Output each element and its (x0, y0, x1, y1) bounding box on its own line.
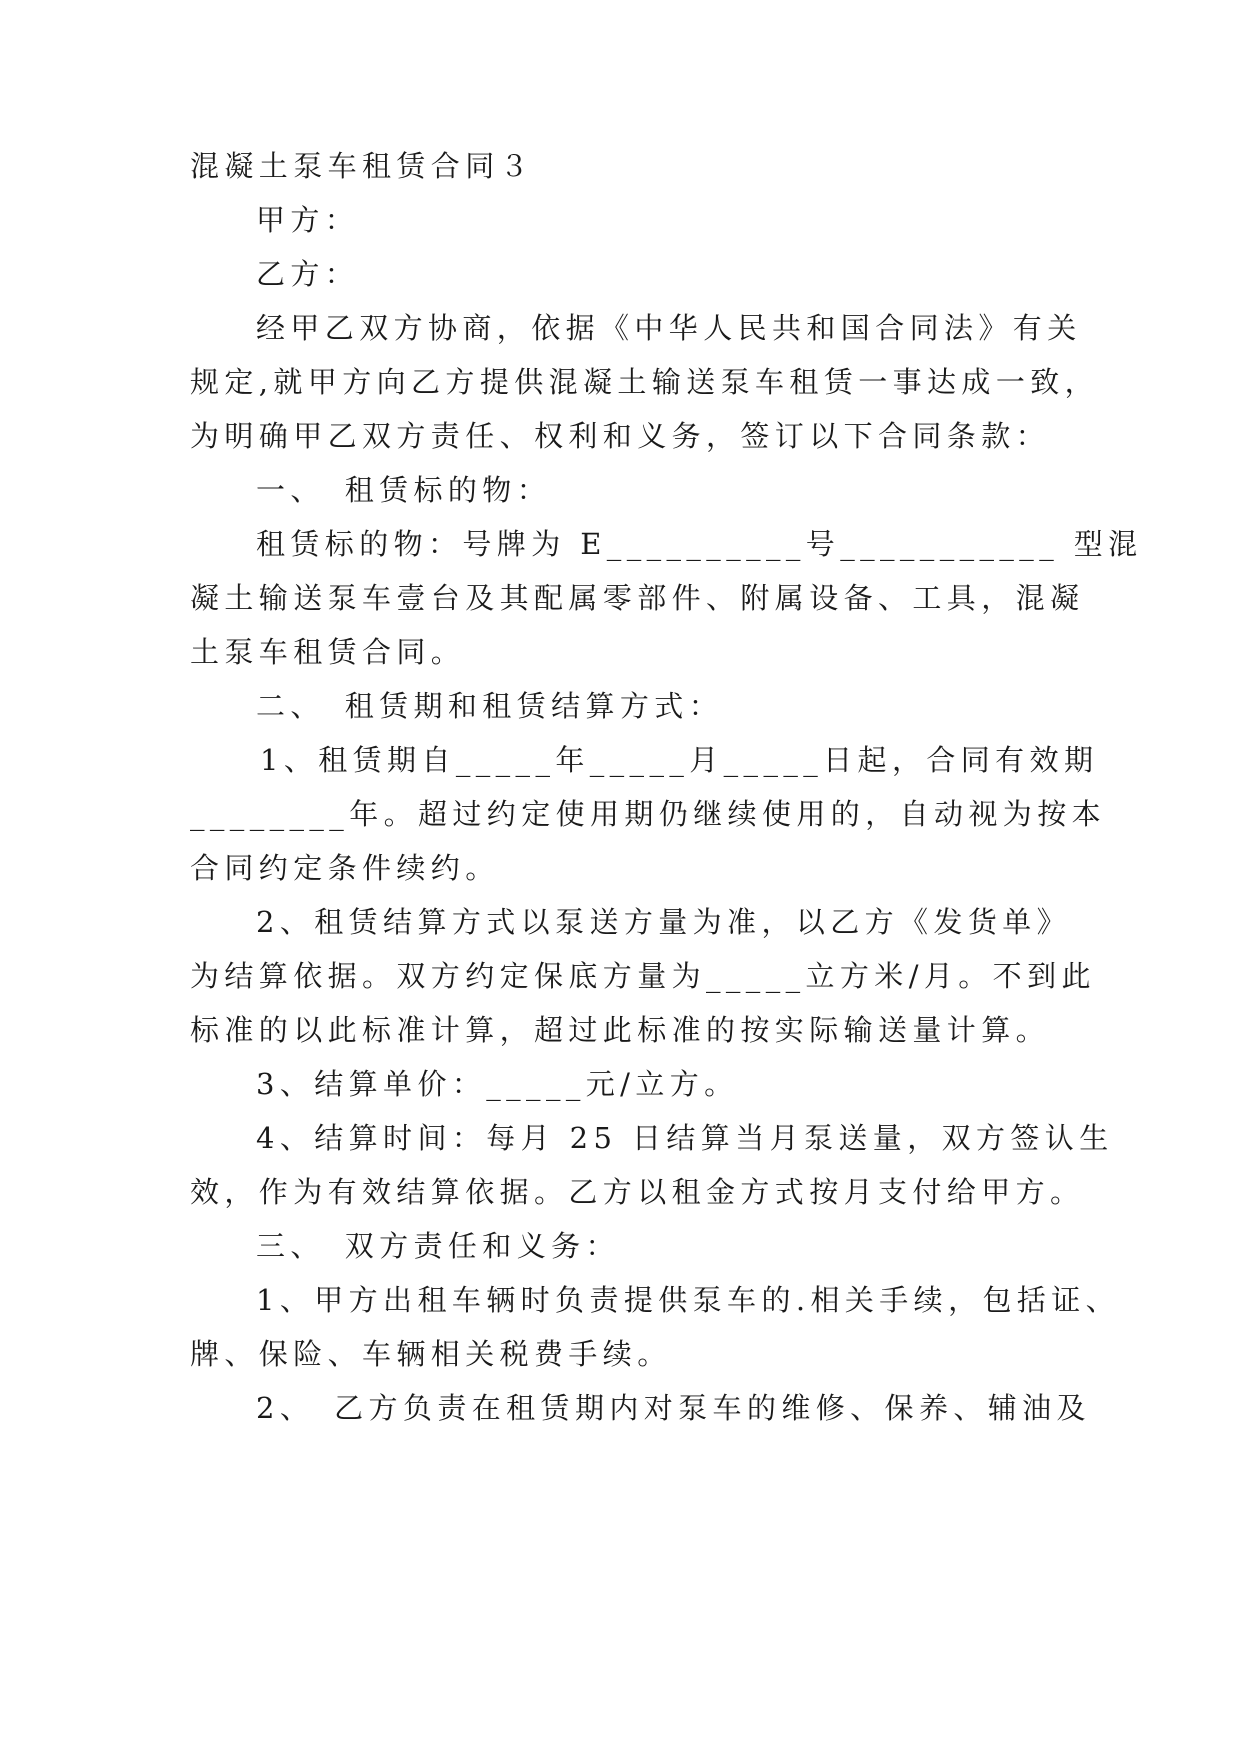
paragraph-line: 2、 乙方负责在租赁期内对泵车的维修、保养、辅油及 (256, 1391, 1091, 1425)
paragraph-line: 经甲乙双方协商，依据《中华人民共和国合同法》有关 (256, 311, 1082, 345)
paragraph-line: 为结算依据。双方约定保底方量为_____立方米/月。不到此 (190, 959, 1096, 993)
party-b-line: 乙方： (256, 257, 360, 291)
section-heading: 二、 租赁期和租赁结算方式： (256, 689, 724, 723)
paragraph-line: 效，作为有效结算依据。乙方以租金方式按月支付给甲方。 (190, 1175, 1085, 1209)
paragraph-line: 3、结算单价：_____元/立方。 (256, 1067, 739, 1101)
paragraph-line: 规定,就甲方向乙方提供混凝土输送泵车租赁一事达成一致， (190, 365, 1100, 399)
party-a-line: 甲方： (256, 203, 360, 237)
paragraph-line: 土泵车租赁合同。 (190, 635, 466, 669)
paragraph-line: 合同约定条件续约。 (190, 851, 500, 885)
paragraph-line: 4、结算时间：每月 25 日结算当月泵送量，双方签认生 (256, 1121, 1114, 1155)
paragraph-line: 标准的以此标准计算，超过此标准的按实际输送量计算。 (190, 1013, 1051, 1047)
paragraph-line: 1、甲方出租车辆时负责提供泵车的.相关手续，包括证、 (256, 1283, 1121, 1317)
paragraph-line: 1、租赁期自_____年_____月_____日起，合同有效期 (260, 743, 1099, 777)
paragraph-line: 租赁标的物：号牌为 E__________号___________ 型混 (256, 527, 1143, 561)
section-heading: 一、 租赁标的物： (256, 473, 552, 507)
paragraph-line: 牌、保险、车辆相关税费手续。 (190, 1337, 672, 1371)
section-heading: 三、 双方责任和义务： (256, 1229, 620, 1263)
paragraph-line: 为明确甲乙双方责任、权利和义务，签订以下合同条款： (190, 419, 1051, 453)
paragraph-line: 凝土输送泵车壹台及其配属零部件、附属设备、工具，混凝 (190, 581, 1085, 615)
document-title: 混凝土泵车租赁合同３ (190, 149, 535, 183)
paragraph-line: ________年。超过约定使用期仍继续使用的，自动视为按本 (190, 797, 1107, 831)
paragraph-line: 2、租赁结算方式以泵送方量为准，以乙方《发货单》 (256, 905, 1072, 939)
